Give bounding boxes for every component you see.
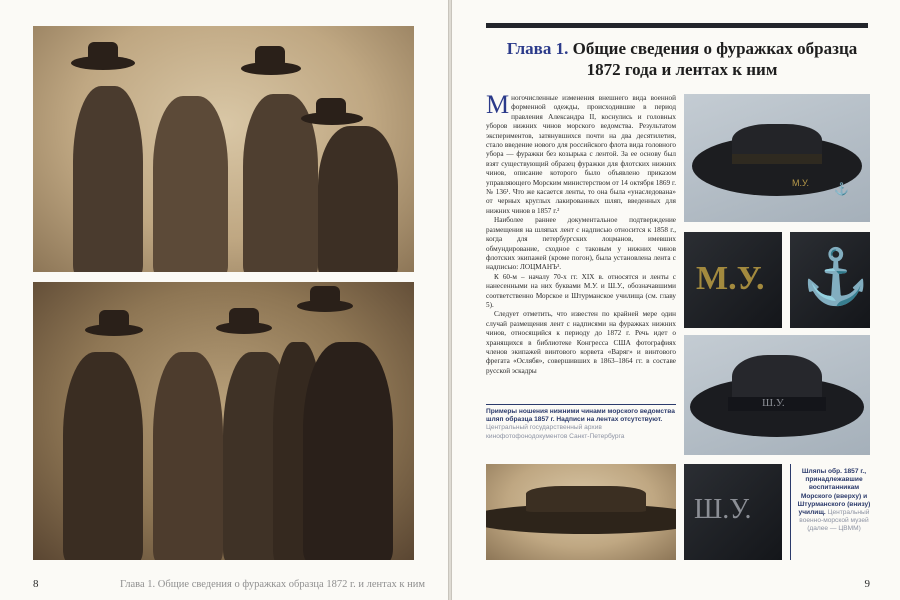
ribbon-closeup-shu [684, 464, 782, 560]
right-page [452, 0, 900, 600]
running-head: Глава 1. Общие сведения о фуражках образца 1872 г. и лентах к ним [120, 579, 425, 590]
paragraph-1: Многочисленные изменения внешнего вида военной форменной одежды, происходившие в период правления Александра II, коснулись и головных уборов нижних чинов морского ведомства. Результатом экспериментов, затянувшихся почти на два десятилетия, стало введение нового для российского флота вида головного убора — фуражки без козырька с лентой. За ее основу был взят существующий образец фуражки для флотских нижних чинов, описание которого было объявлено приказом управляющего Морским министерством от 14 октября 1869 г. № 136¹. Что же касается ленты, то она была «унаследована» от черных круглых лакированных шляп, введенных для нижних чинов в 1857 г.² [486, 90, 676, 215]
chapter-label: Глава 1. [506, 39, 569, 58]
hat-mu-photo [684, 94, 870, 222]
hat-shu-photo [684, 335, 870, 455]
ribbon-closeup-mu [684, 232, 782, 328]
chapter-heading: Общие сведения о фуражках образца 1872 года и лентах к ним [572, 39, 858, 79]
left-page [0, 0, 448, 600]
closeup-label-shu: Ш.У. [694, 494, 752, 525]
sailors-photo-top [33, 26, 414, 272]
drop-cap: М [486, 90, 510, 119]
ribbon-label-mu: М.У. [792, 178, 810, 188]
ribbon-closeup-anchor [790, 232, 870, 328]
caption-right-bold: Шляпы обр. 1857 г., принадлежавшие воспитанникам Морского (вверху) и Штурманского (внизу) училищ. [797, 468, 871, 517]
caption-left-bold: Примеры ношения нижними чинами морского ведомства шляп образца 1857 г. Надписи на лентах отсутствуют. [486, 408, 675, 424]
caption-left [486, 408, 676, 441]
page-number-left: 8 [33, 578, 39, 590]
body-text [486, 90, 676, 376]
paragraph-2: Наиболее раннее документальное подтверждение размещения на шляпах лент с надписью относится к 1858 г., когда для петербургских лоцманов, имевших обмундирование, сходное с таковым у нижних чинов флотских экипажей (кроме погон), была установлена лента с надписью: ЛОЦМАНЪ³. [486, 216, 676, 272]
caption-right-source: Центральный военно-морской музей (далее — ЦВММ) [799, 509, 870, 533]
caption-right [796, 468, 872, 534]
header-bar [486, 23, 868, 28]
sailors-photo-bottom [33, 282, 414, 560]
anchor-closeup-icon: ⚓ [802, 247, 870, 307]
caption-rule-left [486, 404, 676, 405]
paragraph-3: К 60-м – началу 70-х гг. XIX в. относятся и ленты с нанесенными на них буквами М.У. и Ш.У., обозначавшими соответственно Морское и Штурманское училища (см. главу 5). [486, 272, 676, 309]
ribbon-label-shu: Ш.У. [762, 397, 785, 409]
paragraph-4: Следует отметить, что известен по крайней мере один случай размещения лент с надписями на фуражках нижних чинов, относящийся к периоду до 1872 г. Речь идет о хранящихся в библиотеке Конгресса США фотографиях членов экипажей винтового корвета «Варяг» и винтового фрегата «Ослябя», совершивших в 1863–1864 гг. в составе русской эскадры [486, 310, 676, 375]
anchor-icon: ⚓ [834, 182, 849, 196]
closeup-label-mu: М.У. [696, 260, 765, 297]
chapter-title [492, 38, 872, 80]
caption-rule-right [790, 464, 791, 560]
caption-left-source: Центральный государственный архив кинофотофонодокументов Санкт-Петербурга [486, 424, 625, 440]
page-number-right: 9 [864, 578, 870, 590]
hat-detail-photo [486, 464, 676, 560]
